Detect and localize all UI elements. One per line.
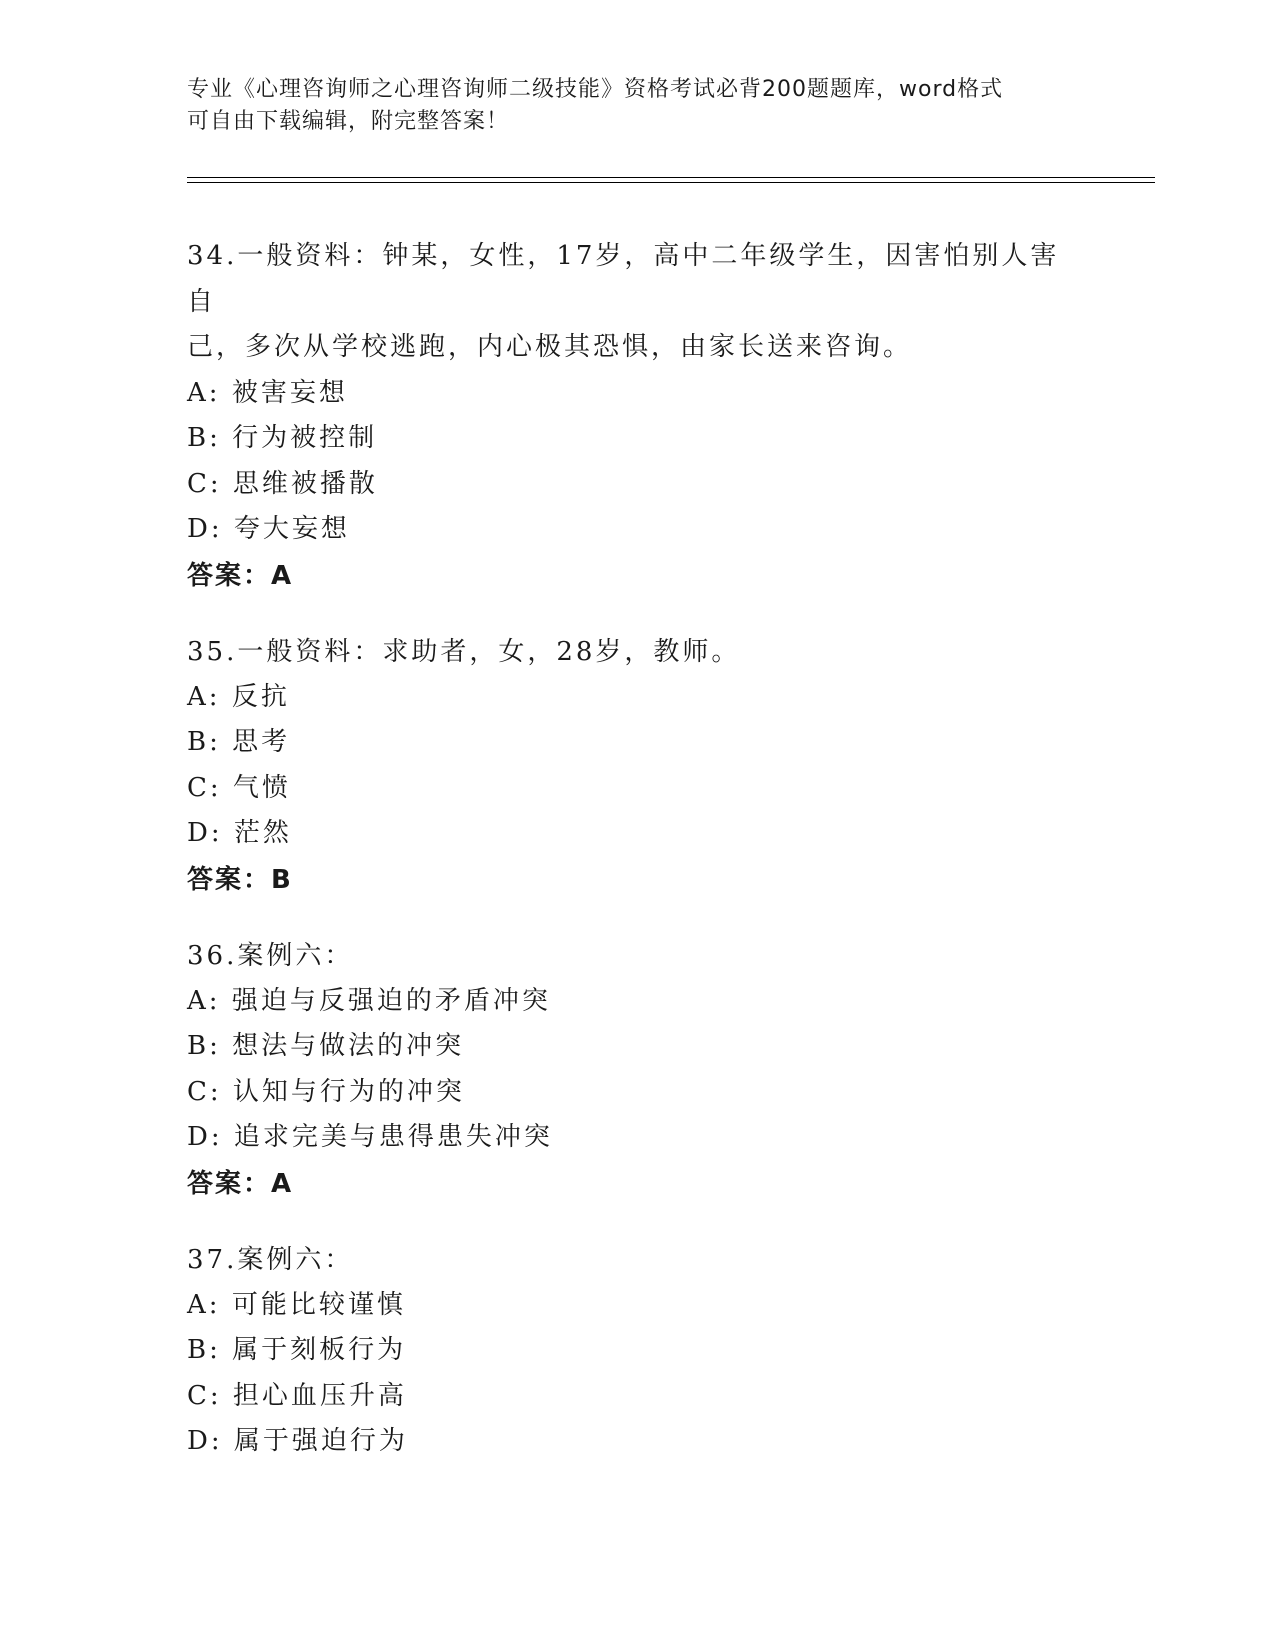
question-37: [187, 1237, 1087, 1465]
option-text: 反抗: [231, 681, 290, 712]
option-text: 属于强迫行为: [233, 1426, 408, 1456]
option-a: [187, 1283, 1087, 1329]
option-a: [187, 371, 1087, 417]
option-text: 被害妄想: [231, 377, 348, 408]
option-text: 思考: [232, 727, 291, 757]
answer-line: 答案：A: [187, 1168, 294, 1199]
question-34: [187, 234, 1087, 599]
option-text: 行为被控制: [232, 423, 378, 453]
header-divider-bottom: [187, 182, 1155, 183]
option-text: 认知与行为的冲突: [232, 1076, 465, 1107]
option-d: [187, 507, 1087, 553]
option-b: [187, 720, 1087, 766]
option-text: 可能比较谨慎: [231, 1289, 406, 1320]
option-text: 担心血压升高: [232, 1380, 407, 1411]
question-stem-line: 34.一般资料：钟某，女性，17岁，高中二年级学生，因害怕别人害自: [187, 241, 1060, 317]
option-label: A:: [187, 1289, 221, 1320]
option-label: D:: [187, 514, 223, 544]
header-divider-top: [187, 177, 1155, 178]
option-a: [187, 675, 1087, 721]
question-35: [187, 629, 1087, 903]
option-c: [187, 1070, 1087, 1116]
option-text: 茫然: [233, 818, 292, 848]
option-label: B:: [187, 1335, 221, 1365]
option-label: B:: [187, 423, 221, 453]
option-text: 思维被播散: [232, 468, 378, 499]
option-c: [187, 766, 1087, 812]
option-text: 属于刻板行为: [232, 1335, 407, 1365]
question-stem: 36.案例六：: [187, 940, 354, 971]
option-c: [187, 1374, 1087, 1420]
option-label: D:: [187, 818, 223, 848]
question-stem-line: 己，多次从学校逃跑，内心极其恐惧，由家长送来咨询。: [187, 332, 913, 362]
option-c: [187, 462, 1087, 508]
answer-line: 答案：B: [187, 864, 293, 895]
option-b: [187, 1024, 1087, 1070]
option-label: A:: [187, 681, 221, 712]
question-stem: 35.一般资料：求助者，女，28岁，教师。: [187, 636, 741, 667]
option-label: A:: [187, 985, 221, 1016]
header-title-line-1: 专业《心理咨询师之心理咨询师二级技能》资格考试必背200题题库，word格式: [187, 77, 1004, 102]
option-label: D:: [187, 1122, 223, 1152]
option-text: 追求完美与患得患失冲突: [233, 1122, 553, 1152]
option-label: B:: [187, 727, 221, 757]
question-stem: 37.案例六：: [187, 1244, 354, 1275]
option-a: [187, 979, 1087, 1025]
option-b: [187, 416, 1087, 462]
option-label: C:: [187, 1076, 222, 1107]
header-title-line-2: 可自由下载编辑，附完整答案！: [187, 109, 510, 134]
option-b: [187, 1328, 1087, 1374]
option-text: 想法与做法的冲突: [232, 1031, 465, 1061]
option-label: A:: [187, 377, 221, 408]
option-d: [187, 1419, 1087, 1465]
option-d: [187, 1115, 1087, 1161]
option-label: C:: [187, 468, 222, 499]
option-label: B:: [187, 1031, 221, 1061]
answer-line: 答案：A: [187, 560, 294, 591]
question-list: [187, 234, 1087, 1495]
document-header: [187, 74, 1087, 138]
question-36: [187, 933, 1087, 1207]
option-d: [187, 811, 1087, 857]
option-text: 强迫与反强迫的矛盾冲突: [231, 985, 551, 1016]
option-text: 夸大妄想: [233, 514, 350, 544]
option-label: C:: [187, 772, 222, 803]
option-label: C:: [187, 1380, 222, 1411]
option-label: D:: [187, 1426, 223, 1456]
option-text: 气愤: [232, 772, 291, 803]
